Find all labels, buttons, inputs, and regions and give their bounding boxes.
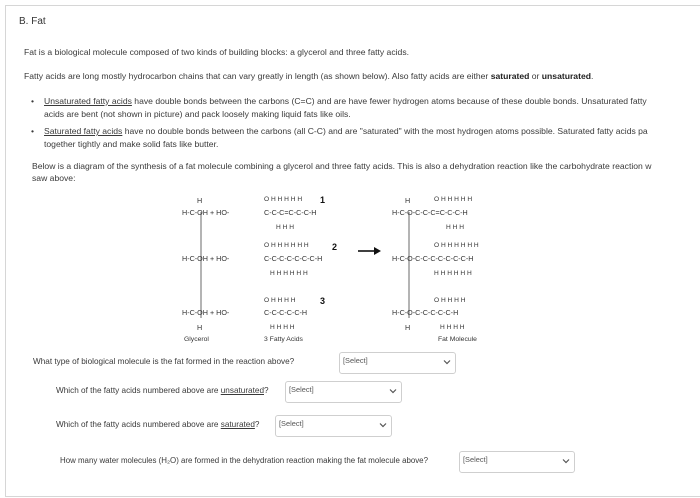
diagram-intro-line2: saw above: — [32, 173, 76, 183]
diagram-intro-line1: Below is a diagram of the synthesis of a fat molecule combining a glycerol and three fatty acids. This is also a dehydration reaction like the carbohydrate reaction w — [32, 161, 652, 171]
unsaturated-line2: acids are bent (not shown in picture) and pack loosely making liquid fats like oils. — [44, 108, 351, 119]
saturated-bullet — [44, 125, 648, 150]
product-top-h: H — [405, 196, 411, 205]
or-text: or — [529, 71, 542, 81]
select-placeholder: [Select] — [289, 385, 314, 394]
chain3-bottom-atoms: H H H H — [270, 324, 295, 331]
fatty-acids-paragraph — [24, 71, 593, 81]
fat-synthesis-diagram — [180, 190, 560, 350]
fatty-acid-number-1: 1 — [320, 195, 326, 205]
chain2-bottom-atoms: H H H H H H — [270, 270, 308, 277]
question-4-select[interactable] — [459, 451, 575, 473]
question-2-em: unsaturated — [220, 386, 264, 395]
fatty-acids-label: 3 Fatty Acids — [264, 336, 303, 343]
saturated-term: saturated — [490, 71, 530, 81]
chain1-bottom-atoms: H H H — [276, 224, 294, 231]
select-placeholder: [Select] — [463, 455, 488, 464]
bullet-icon: • — [31, 126, 35, 136]
fatty-acid-chain-1: C-C-C=C-C-C-H — [264, 208, 317, 217]
question-1: What type of biological molecule is the fat formed in the reaction above? — [33, 357, 295, 366]
product-bottom-h: H — [405, 323, 411, 332]
product3-top-atoms: O H H H H — [434, 297, 466, 304]
unsaturated-bullet — [44, 95, 647, 120]
chevron-down-icon — [562, 457, 570, 465]
product-row-2: H-C-O-C-C-C-C-C-C-C-H — [392, 254, 474, 263]
chain3-top-atoms: O H H H H — [264, 297, 296, 304]
section-title: B. Fat — [19, 16, 46, 27]
question-2-pre: Which of the fatty acids numbered above are — [56, 386, 221, 395]
question-3 — [56, 420, 259, 429]
question-2-select[interactable] — [285, 381, 402, 403]
question-2-post: ? — [264, 386, 269, 395]
product3-bottom-atoms: H H H H — [440, 324, 465, 331]
question-1-select[interactable] — [339, 352, 456, 374]
saturated-line1: have no double bonds between the carbons (all C-C) and are "saturated" with the most hydrogen atoms possible. Saturated fatty acids pa — [122, 126, 648, 136]
fatty-acid-chain-2: C-C-C-C-C-C-C-H — [264, 254, 323, 263]
glycerol-row-3: H-C-OH + HO- — [182, 308, 230, 317]
saturated-line2: together tightly and make solid fats like butter. — [44, 138, 219, 149]
chain2-top-atoms: O H H H H H H — [264, 242, 309, 249]
unsaturated-line1: have double bonds between the carbons (C=C) and are have fewer hydrogen atoms because of these double bonds. Unsaturated fatty — [131, 96, 647, 106]
chevron-down-icon — [443, 358, 451, 366]
glycerol-row-2: H-C-OH + HO- — [182, 254, 230, 263]
fatty-acids-text: Fatty acids are long mostly hydrocarbon chains that can vary greatly in length (as shown below). Also fatty acids are either — [24, 71, 491, 81]
glycerol-top-h: H — [197, 196, 203, 205]
glycerol-label: Glycerol — [184, 336, 209, 343]
question-2 — [56, 386, 269, 395]
glycerol-bottom-h: H — [197, 323, 203, 332]
select-placeholder: [Select] — [343, 356, 368, 365]
question-3-em: saturated — [220, 420, 255, 429]
chevron-down-icon — [389, 387, 397, 395]
select-placeholder: [Select] — [279, 419, 304, 428]
fat-molecule-label: Fat Molecule — [438, 336, 477, 343]
question-4: How many water molecules (H₂O) are formed in the dehydration reaction making the fat molecule above? — [60, 456, 428, 465]
chevron-down-icon — [379, 421, 387, 429]
fatty-acid-number-3: 3 — [320, 296, 326, 306]
product1-top-atoms: O H H H H H — [434, 196, 473, 203]
fatty-acid-number-2: 2 — [332, 242, 338, 252]
fatty-acid-chain-3: C-C-C-C-C-H — [264, 308, 308, 317]
glycerol-row-1: H-C-OH + HO- — [182, 208, 230, 217]
right-arrow-icon — [358, 247, 381, 255]
saturated-term-link: Saturated fatty acids — [44, 126, 123, 136]
question-3-pre: Which of the fatty acids numbered above are — [56, 420, 221, 429]
product-row-3: H-C-O-C-C-C-C-C-H — [392, 308, 459, 317]
unsaturated-term-link: Unsaturated fatty acids — [44, 96, 132, 106]
period-text: . — [590, 71, 594, 81]
question-3-select[interactable] — [275, 415, 392, 437]
chain1-top-atoms: O H H H H H — [264, 196, 303, 203]
product2-top-atoms: O H H H H H H — [434, 242, 479, 249]
question-3-post: ? — [254, 420, 260, 429]
intro-paragraph: Fat is a biological molecule composed of two kinds of building blocks: a glycerol and three fatty acids. — [24, 47, 410, 57]
product1-bottom-atoms: H H H — [446, 224, 464, 231]
bullet-icon: • — [31, 96, 35, 106]
product2-bottom-atoms: H H H H H H — [434, 270, 472, 277]
unsaturated-term: unsaturated — [541, 71, 591, 81]
product-row-1: H-C-O-C-C-C=C-C-C-H — [392, 208, 468, 217]
